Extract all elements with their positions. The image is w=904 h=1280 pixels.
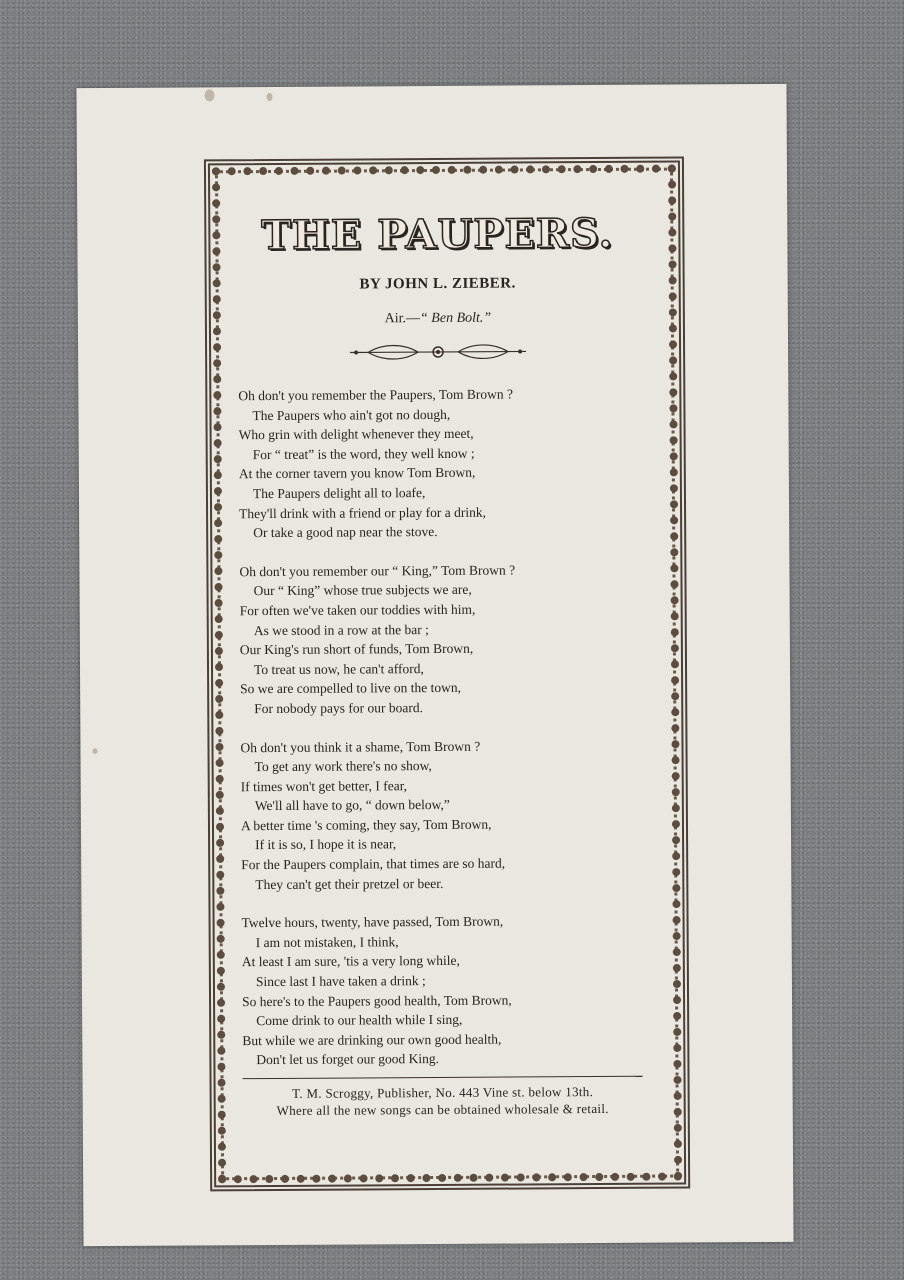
air-line [238,310,638,328]
paper-stain [93,748,98,754]
verse-line: Oh don't you think it a shame, Tom Brown ? [240,738,481,755]
verse-line: I am not mistaken, I think, [255,934,399,950]
verse-line: If times won't get better, I fear, [240,777,408,794]
flourish-ornament-icon [348,342,528,361]
verse-line: To treat us now, he can't afford, [253,660,424,677]
verse-line: The Paupers who ain't got no dough, [252,406,451,423]
retail-line: Where all the new songs can be obtained wholesale & retail. [276,1100,609,1118]
stanza-1 [238,384,639,543]
verse-line: Our King's run short of funds, Tom Brown, [239,640,474,658]
verse-line: Twelve hours, twenty, have passed, Tom Brown, [241,913,504,931]
verse-line: Come drink to our health while I sing, [256,1012,463,1029]
verse-line: They can't get their pretzel or beer. [255,875,444,892]
stanza-2 [239,559,640,718]
publisher-line: T. M. Scroggy, Publisher, No. 443 Vine st. below 13th. [292,1084,594,1101]
verse-line: As we stood in a row at the bar ; [253,621,429,638]
paper-stain [204,89,214,101]
broadside-sheet [76,84,793,1246]
verse-line: At the corner tavern you know Tom Brown, [238,465,476,482]
verse-line: If it is so, I hope it is near, [255,836,397,853]
poem-body [238,384,642,1070]
footer-divider [243,1076,643,1079]
verse-line: The Paupers delight all to loafe, [252,485,426,502]
verse-line: So we are compelled to live on the town, [240,680,462,697]
song-content [237,210,643,1119]
verse-line: So here's to the Paupers good health, Tom Brown, [242,992,512,1009]
song-title: THE PAUPERS. [261,209,614,260]
verse-line: Oh don't you remember the Paupers, Tom Brown ? [238,386,513,404]
verse-line: They'll drink with a friend or play for a drink, [239,504,486,521]
verse-line: But while we are drinking our own good health, [242,1031,502,1048]
verse-line: To get any work there's no show, [254,758,432,775]
verse-line: Or take a good nap near the stove. [253,524,438,541]
verse-line: Our “ King” whose true subjects we are, [253,582,472,599]
verse-line: At least I am sure, 'tis a very long while, [241,953,460,970]
verse-line: For “ treat” is the word, they well know ; [252,445,475,462]
air-tune: “ Ben Bolt.” [419,310,492,327]
verse-line: For the Paupers complain, that times are so hard, [241,855,506,873]
verse-line: A better time 's coming, they say, Tom Brown, [240,816,492,834]
stanza-3 [240,735,641,894]
verse-line: For nobody pays for our board. [254,699,424,717]
air-prefix: Air.— [384,311,421,327]
paper-stain [267,93,273,101]
author-byline: BY JOHN L. ZIEBER. [359,275,516,293]
publisher-footer [243,1083,643,1119]
verse-line: Oh don't you remember our “ King,” Tom Brown ? [239,562,516,579]
verse-line: Who grin with delight whenever they meet, [238,425,474,443]
verse-line: For often we've taken our toddies with him, [239,601,476,619]
verse-line: Since last I have taken a drink ; [255,973,426,990]
verse-line: Don't let us forget our good King. [256,1051,439,1068]
stanza-4 [242,911,643,1070]
verse-line: We'll all have to go, “ down below,” [254,797,450,814]
